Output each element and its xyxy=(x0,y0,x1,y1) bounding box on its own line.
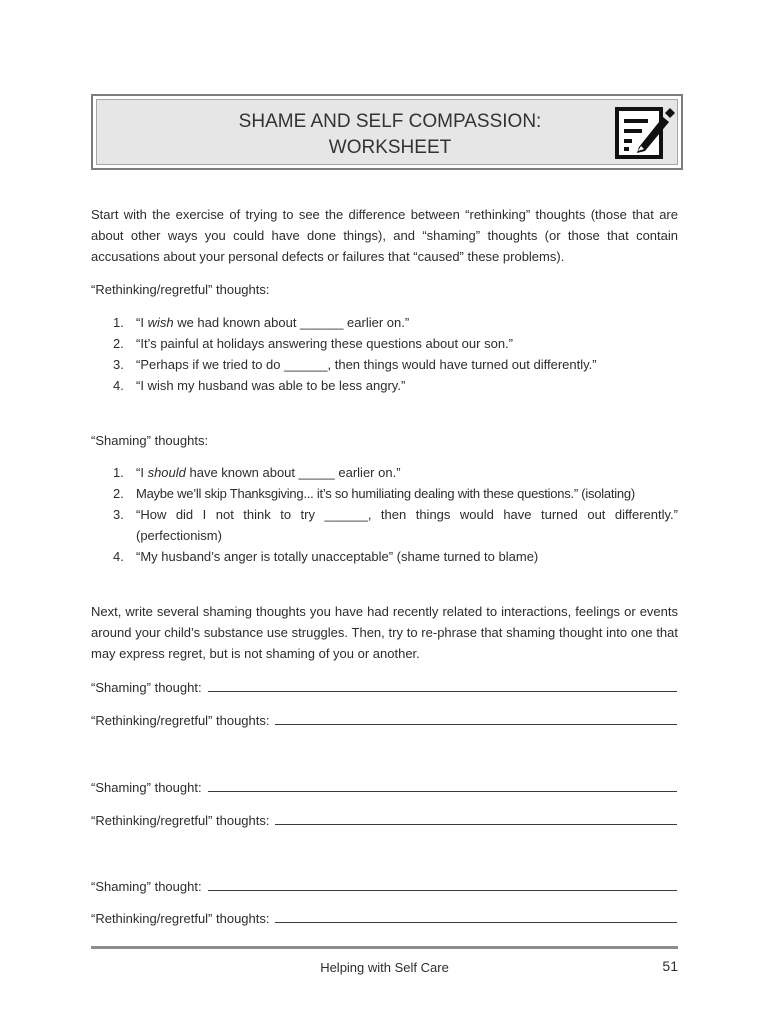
list-item: 1. “I wish we had known about ______ earlier on.” xyxy=(113,315,410,330)
list-item: 3. “How did I not think to try ______, then things would have turned out differently.” (perfectionism) xyxy=(113,507,678,543)
footer-divider xyxy=(91,946,678,949)
rethinking-thought-blank[interactable] xyxy=(275,908,677,923)
rethinking-heading: “Rethinking/regretful” thoughts: xyxy=(91,282,270,297)
shaming-thought-blank[interactable] xyxy=(208,876,677,891)
edit-note-icon xyxy=(613,105,675,163)
page-number: 51 xyxy=(662,958,678,974)
rethinking-thought-blank[interactable] xyxy=(275,810,677,825)
shaming-thought-blank[interactable] xyxy=(208,777,677,792)
rethinking-thought-row-3 xyxy=(91,908,677,929)
rethinking-thought-row-2 xyxy=(91,810,677,831)
list-item: 3. “Perhaps if we tried to do ______, then things would have turned out differently.” xyxy=(113,357,597,372)
worksheet-title-box xyxy=(91,94,683,170)
page-title xyxy=(97,109,683,161)
list-item: 2. “It’s painful at holidays answering these questions about our son.” xyxy=(113,336,513,351)
shaming-list xyxy=(91,462,678,567)
shaming-thought-row-2 xyxy=(91,777,677,798)
rethinking-thought-row-1 xyxy=(91,710,677,731)
shaming-thought-row-1 xyxy=(91,677,677,698)
shaming-thought-row-3 xyxy=(91,876,677,897)
instructions-paragraph: Next, write several shaming thoughts you have had recently related to interactions, feelings or events around your child’s substance use struggles. Then, try to re-phrase that shaming thought into one that may express regret, but is not shaming of you or another. xyxy=(91,604,678,661)
rethinking-thought-blank[interactable] xyxy=(275,710,677,725)
list-item: 2. Maybe we’ll skip Thanksgiving... it’s so humiliating dealing with these questions.” (isolating) xyxy=(113,486,635,501)
title-banner xyxy=(96,99,678,165)
list-item: 4. “My husband’s anger is totally unacceptable” (shame turned to blame) xyxy=(113,549,539,564)
list-item: 1. “I should have known about _____ earlier on.” xyxy=(113,465,401,480)
list-item: 4. “I wish my husband was able to be less angry.” xyxy=(113,378,406,393)
shaming-heading: “Shaming” thoughts: xyxy=(91,433,209,448)
title-line-1: SHAME AND SELF COMPASSION: xyxy=(238,111,542,132)
rethinking-thought-label: “Rethinking/regretful” thoughts: xyxy=(91,813,270,828)
rethinking-thought-label: “Rethinking/regretful” thoughts: xyxy=(91,911,270,926)
shaming-thought-blank[interactable] xyxy=(208,677,677,692)
rethinking-list xyxy=(91,312,678,396)
shaming-thought-label: “Shaming” thought: xyxy=(91,680,202,695)
title-line-2: WORKSHEET xyxy=(328,137,452,158)
shaming-thought-label: “Shaming” thought: xyxy=(91,780,202,795)
intro-paragraph: Start with the exercise of trying to see the difference between “rethinking” thoughts (those that are about other ways you could have done things), and “shaming” thoughts (or those that contain accusations about your personal defects or failures that “caused” these problems). xyxy=(91,207,678,264)
shaming-thought-label: “Shaming” thought: xyxy=(91,879,202,894)
rethinking-thought-label: “Rethinking/regretful” thoughts: xyxy=(91,713,270,728)
footer-title: Helping with Self Care xyxy=(320,960,449,975)
